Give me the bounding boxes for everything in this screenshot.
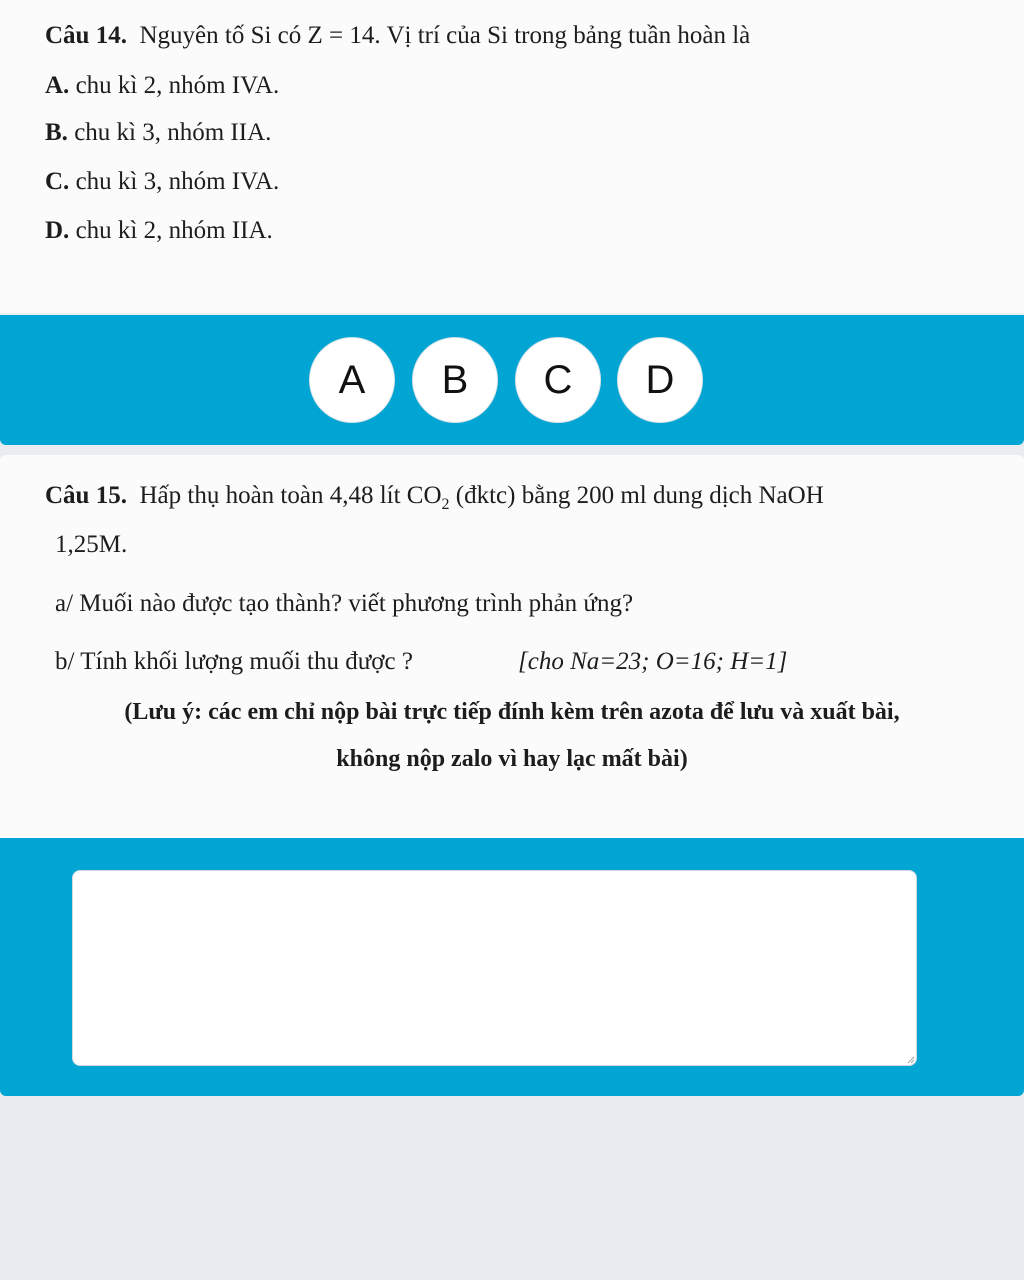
question-15-subscript: 2 <box>441 496 450 513</box>
option-c-letter: C. <box>45 168 70 195</box>
option-a-letter: A. <box>45 72 70 99</box>
question-14-label: Câu 14. <box>45 22 127 49</box>
question-15-part-b: b/ Tính khối lượng muối thu được ? <box>55 648 413 675</box>
question-14-formula: Z = 14 <box>307 22 375 49</box>
option-c <box>45 168 279 196</box>
answer-choice-bar <box>0 315 1024 445</box>
choice-b-button[interactable]: B <box>412 337 498 423</box>
option-d-text: chu kì 2, nhóm IIA. <box>75 217 273 244</box>
option-a <box>45 72 279 100</box>
choice-a-button[interactable]: A <box>309 337 395 423</box>
option-d-letter: D. <box>45 217 70 244</box>
answer-textarea[interactable] <box>72 870 917 1066</box>
question-15-label: Câu 15. <box>45 482 127 509</box>
choice-d-button[interactable]: D <box>617 337 703 423</box>
question-15-part-a: a/ Muối nào được tạo thành? viết phương trình phản ứng? <box>55 590 634 617</box>
question-15-text: Hấp thụ hoàn toàn 4,48 lít CO <box>139 482 442 509</box>
option-b <box>45 119 271 147</box>
option-d <box>45 217 273 245</box>
option-b-letter: B. <box>45 119 68 146</box>
choice-c-button[interactable]: C <box>515 337 601 423</box>
question-15-text-line2: 1,25M. <box>55 531 128 558</box>
option-b-text: chu kì 3, nhóm IIA. <box>74 119 272 146</box>
option-c-text: chu kì 3, nhóm IVA. <box>75 168 280 195</box>
question-14-text: Nguyên tố Si có <box>139 22 308 49</box>
option-a-text: chu kì 2, nhóm IVA. <box>75 72 280 99</box>
question-15-text-cont: (đktc) bằng 200 ml dung dịch NaOH <box>449 482 824 509</box>
note-line-1: (Lưu ý: các em chỉ nộp bài trực tiếp đính kèm trên azota để lưu và xuất bài, <box>124 699 900 725</box>
question-15-title <box>45 482 824 514</box>
question-15-hint: [cho Na=23; O=16; H=1] <box>518 648 788 675</box>
question-14-title <box>45 22 750 50</box>
resize-handle-icon[interactable] <box>906 1055 915 1064</box>
question-14-text-end: . Vị trí của Si trong bảng tuần hoàn là <box>374 22 751 49</box>
note-line-2: không nộp zalo vì hay lạc mất bài) <box>336 746 688 772</box>
